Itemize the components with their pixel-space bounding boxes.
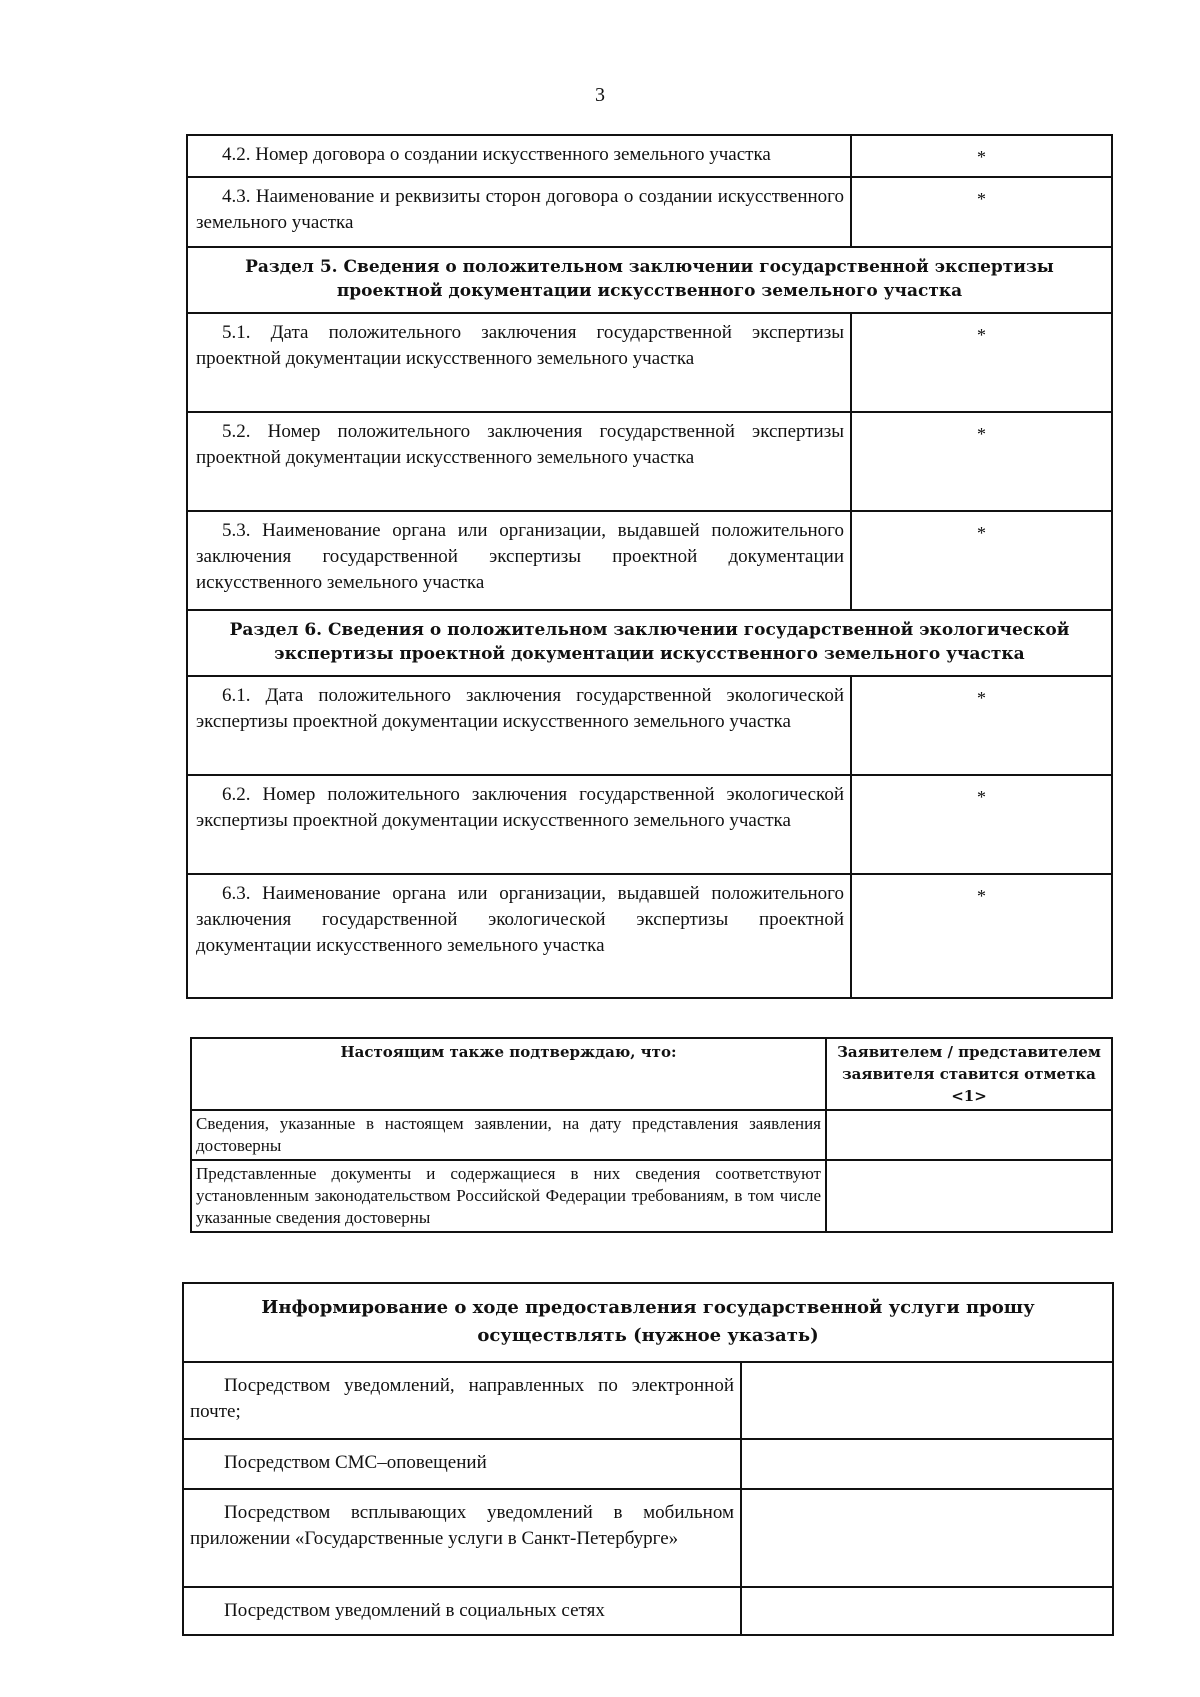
- answer-cell[interactable]: *: [851, 135, 1112, 177]
- answer-cell[interactable]: *: [851, 313, 1112, 412]
- table-row: [187, 313, 1112, 412]
- application-sections-table: [186, 134, 1113, 999]
- notification-option: Посредством СМС–оповещений: [183, 1439, 741, 1489]
- notification-option: Посредством уведомлений, направленных по электронной почте;: [183, 1362, 741, 1439]
- section-heading-row: [187, 610, 1112, 676]
- confirmation-mark-cell[interactable]: [826, 1160, 1112, 1232]
- notification-preferences-table: [182, 1282, 1114, 1636]
- table-row: [187, 676, 1112, 775]
- table-row: [187, 412, 1112, 511]
- table-row: [187, 135, 1112, 177]
- table-row: [183, 1439, 1113, 1489]
- confirmation-header: Настоящим также подтверждаю, что:: [191, 1038, 826, 1110]
- notification-option: Посредством всплывающих уведомлений в мобильном приложении «Государственные услуги в Санкт-Петербурге»: [183, 1489, 741, 1587]
- field-label: 5.3. Наименование органа или организации, выдавшей положительного заключения государственной экспертизы проектной документации искусственного земельного участка: [187, 511, 851, 610]
- page-number: 3: [595, 84, 605, 106]
- answer-cell[interactable]: *: [851, 412, 1112, 511]
- field-label: 6.2. Номер положительного заключения государственной экологической экспертизы проектной документации искусственного земельного участка: [187, 775, 851, 874]
- answer-cell[interactable]: *: [851, 874, 1112, 998]
- confirmation-statement: Сведения, указанные в настоящем заявлении, на дату представления заявления достоверны: [191, 1110, 826, 1160]
- table-row: [183, 1587, 1113, 1635]
- section-5-heading: Раздел 5. Сведения о положительном заключении государственной экспертизы проектной документации искусственного земельного участка: [187, 247, 1112, 313]
- table-row: [187, 511, 1112, 610]
- field-label: 4.3. Наименование и реквизиты сторон договора о создании искусственного земельного участка: [187, 177, 851, 247]
- answer-cell[interactable]: *: [851, 775, 1112, 874]
- table-header-row: [183, 1283, 1113, 1362]
- field-label: 4.2. Номер договора о создании искусственного земельного участка: [187, 135, 851, 177]
- table-row: [191, 1110, 1112, 1160]
- table-row: [187, 177, 1112, 247]
- confirmation-table: [190, 1037, 1113, 1233]
- field-label: 5.2. Номер положительного заключения государственной экспертизы проектной документации искусственного земельного участка: [187, 412, 851, 511]
- notification-choice-cell[interactable]: [741, 1439, 1113, 1489]
- field-label: 6.1. Дата положительного заключения государственной экологической экспертизы проектной документации искусственного земельного участка: [187, 676, 851, 775]
- notification-choice-cell[interactable]: [741, 1489, 1113, 1587]
- table-row: [187, 874, 1112, 998]
- notification-choice-cell[interactable]: [741, 1587, 1113, 1635]
- answer-cell[interactable]: *: [851, 511, 1112, 610]
- notification-option: Посредством уведомлений в социальных сетях: [183, 1587, 741, 1635]
- section-heading-row: [187, 247, 1112, 313]
- confirmation-statement: Представленные документы и содержащиеся в них сведения соответствуют установленным законодательством Российской Федерации требованиям, в том числе указанные сведения достоверны: [191, 1160, 826, 1232]
- confirmation-mark-cell[interactable]: [826, 1110, 1112, 1160]
- field-label: 5.1. Дата положительного заключения государственной экспертизы проектной документации искусственного земельного участка: [187, 313, 851, 412]
- table-row: [191, 1160, 1112, 1232]
- table-row: [187, 775, 1112, 874]
- table-header-row: [191, 1038, 1112, 1110]
- table-row: [183, 1489, 1113, 1587]
- notification-choice-cell[interactable]: [741, 1362, 1113, 1439]
- table-row: [183, 1362, 1113, 1439]
- answer-cell[interactable]: *: [851, 177, 1112, 247]
- section-6-heading: Раздел 6. Сведения о положительном заключении государственной экологической экспертизы проектной документации искусственного земельного участка: [187, 610, 1112, 676]
- notification-header: Информирование о ходе предоставления государственной услуги прошу осуществлять (нужное указать): [183, 1283, 1113, 1362]
- mark-column-header: Заявителем / представителем заявителя ставится отметка <1>: [826, 1038, 1112, 1110]
- answer-cell[interactable]: *: [851, 676, 1112, 775]
- field-label: 6.3. Наименование органа или организации, выдавшей положительного заключения государственной экологической экспертизы проектной документации искусственного земельного участка: [187, 874, 851, 998]
